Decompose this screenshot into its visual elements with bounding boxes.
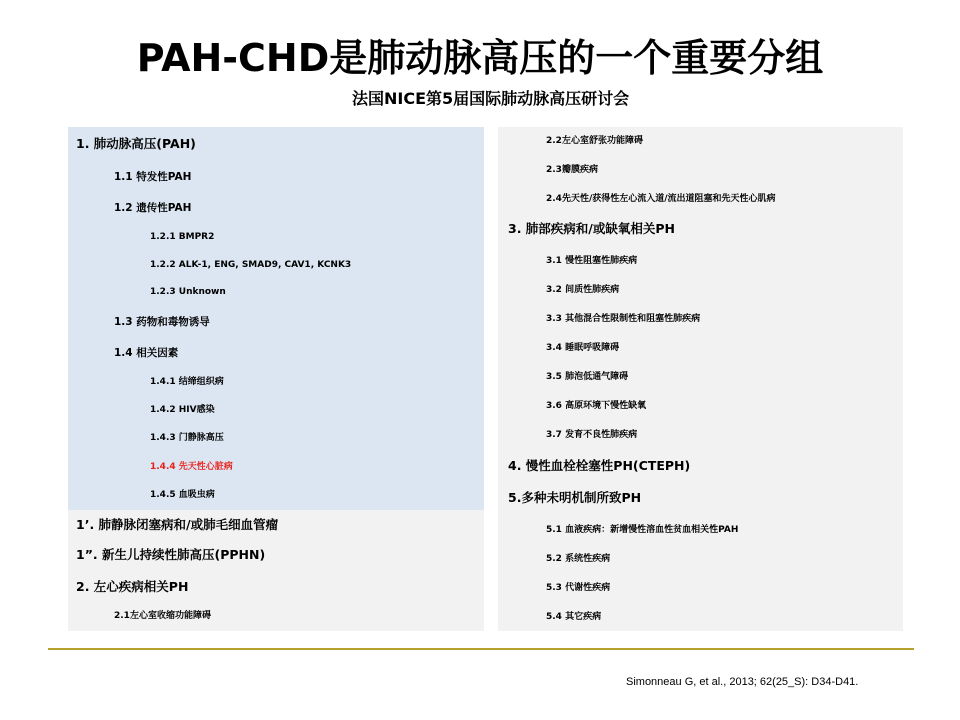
list-item: 1.1 特发性PAH — [114, 171, 192, 183]
list-item: 1.4 相关因素 — [114, 347, 179, 359]
list-item: 5.多种未明机制所致PH — [508, 490, 642, 505]
right-classification-panel — [498, 127, 903, 631]
list-item: 1. 肺动脉高压(PAH) — [76, 136, 196, 151]
list-item: 2.1左心室收缩功能障碍 — [114, 611, 211, 621]
list-item: 5.3 代谢性疾病 — [546, 583, 611, 593]
list-item: 3.4 睡眠呼吸障碍 — [546, 343, 620, 353]
list-item: 1.3 药物和毒物诱导 — [114, 316, 210, 328]
list-item-highlighted: 1.4.4 先天性心脏病 — [150, 462, 233, 472]
list-item: 3.6 高原环境下慢性缺氧 — [546, 401, 647, 411]
list-item: 1.4.1 结缔组织病 — [150, 377, 224, 387]
list-item: 3.1 慢性阻塞性肺疾病 — [546, 256, 638, 266]
list-item: 2.4先天性/获得性左心流入道/流出道阻塞和先天性心肌病 — [546, 194, 776, 204]
list-item: 1.4.2 HIV感染 — [150, 405, 215, 415]
citation: Simonneau G, et al., 2013; 62(25_S): D34-D41. — [626, 676, 859, 688]
list-item: 2.2左心室舒张功能障碍 — [546, 136, 643, 146]
slide-title: PAH-CHD是肺动脉高压的一个重要分组 — [136, 36, 824, 80]
list-item: 1’. 肺静脉闭塞病和/或肺毛细血管瘤 — [76, 517, 279, 532]
list-item: 1.4.5 血吸虫病 — [150, 490, 215, 500]
footer-divider — [48, 648, 914, 650]
left-classification-panel — [68, 127, 484, 631]
list-item: 1.2.3 Unknown — [150, 287, 226, 297]
list-item: 5.2 系统性疾病 — [546, 554, 611, 564]
list-item: 5.1 血液疾病：新增慢性溶血性贫血相关性PAH — [546, 525, 739, 535]
list-item: 2.3瓣膜疾病 — [546, 165, 598, 175]
list-item: 1”. 新生儿持续性肺高压(PPHN) — [76, 547, 266, 562]
list-item: 3.2 间质性肺疾病 — [546, 285, 620, 295]
list-item: 3.3 其他混合性限制性和阻塞性肺疾病 — [546, 314, 701, 324]
list-item: 1.4.3 门静脉高压 — [150, 433, 224, 443]
list-item: 5.4 其它疾病 — [546, 612, 602, 622]
list-item: 3.5 肺泡低通气障碍 — [546, 372, 629, 382]
list-item: 3.7 发育不良性肺疾病 — [546, 430, 638, 440]
slide-subtitle: 法国NICE第5届国际肺动脉高压研讨会 — [352, 89, 630, 108]
list-item: 1.2.2 ALK-1, ENG, SMAD9, CAV1, KCNK3 — [150, 260, 352, 270]
list-item: 1.2 遗传性PAH — [114, 202, 192, 214]
list-item: 1.2.1 BMPR2 — [150, 232, 215, 242]
list-item: 2. 左心疾病相关PH — [76, 579, 189, 594]
list-item: 4. 慢性血栓栓塞性PH(CTEPH) — [508, 458, 691, 473]
list-item: 3. 肺部疾病和/或缺氧相关PH — [508, 221, 675, 236]
